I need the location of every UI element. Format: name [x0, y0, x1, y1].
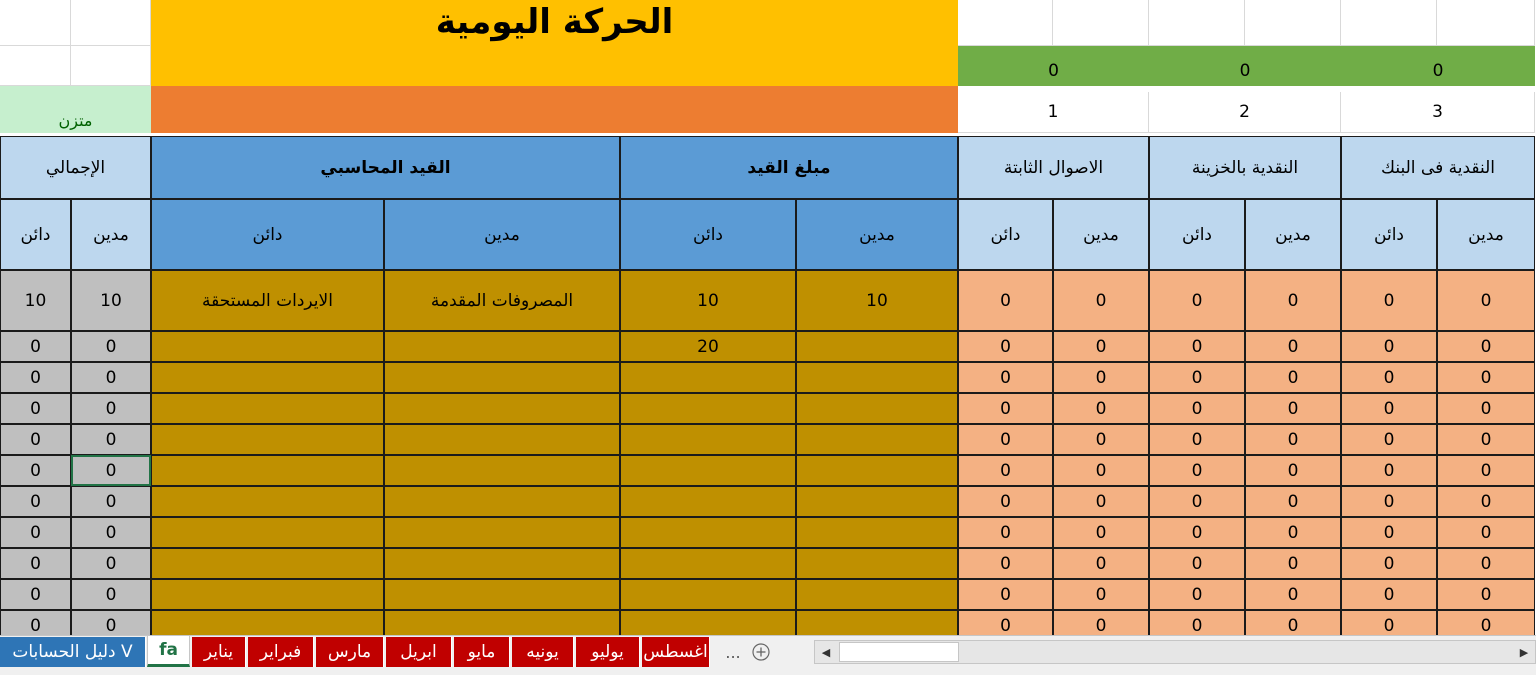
account-value-cell[interactable]: 0 [1437, 548, 1535, 579]
total-debit-cell[interactable]: 0 [71, 548, 151, 579]
account-value-cell[interactable]: 0 [1053, 517, 1149, 548]
account-value-cell[interactable]: 0 [958, 270, 1053, 331]
account-value-cell[interactable]: 0 [1341, 270, 1437, 331]
account-value-cell[interactable]: 0 [1149, 331, 1245, 362]
account-value-cell[interactable]: 0 [1245, 270, 1341, 331]
account-value-cell[interactable]: 0 [1053, 548, 1149, 579]
header-cash-bank: النقدية فى البنك [1341, 136, 1535, 199]
entry-debit-cell[interactable] [384, 486, 620, 517]
entry-credit-cell[interactable] [151, 393, 384, 424]
header-debit: مدين [1437, 199, 1535, 270]
entry-credit-cell[interactable]: الايردات المستحقة [151, 270, 384, 331]
total-debit-cell[interactable]: 10 [71, 270, 151, 331]
total-credit-cell[interactable]: 0 [0, 517, 71, 548]
total-credit-cell[interactable]: 0 [0, 362, 71, 393]
scrollbar-thumb[interactable] [839, 642, 959, 662]
account-value-cell[interactable]: 0 [1437, 579, 1535, 610]
account-value-cell[interactable]: 0 [1437, 486, 1535, 517]
horizontal-scrollbar[interactable] [814, 640, 1536, 664]
header-credit: دائن [0, 199, 71, 270]
account-value-cell[interactable]: 0 [1053, 331, 1149, 362]
account-value-cell[interactable]: 0 [1437, 393, 1535, 424]
amount-debit-cell[interactable] [796, 579, 958, 610]
account-value-cell[interactable]: 0 [1053, 424, 1149, 455]
account-number: 2 [1149, 92, 1341, 133]
top-total-value: 0 [1048, 61, 1059, 81]
sheet-tab-bar [0, 635, 1536, 675]
amount-credit-cell[interactable] [620, 393, 796, 424]
amount-credit-cell[interactable] [620, 517, 796, 548]
account-value-cell[interactable]: 0 [1053, 362, 1149, 393]
account-value-cell[interactable]: 0 [1437, 610, 1535, 641]
account-value-cell[interactable]: 0 [1053, 486, 1149, 517]
total-debit-cell[interactable]: 0 [71, 424, 151, 455]
entry-debit-cell[interactable] [384, 331, 620, 362]
account-value-cell[interactable]: 0 [1245, 486, 1341, 517]
amount-credit-cell[interactable] [620, 362, 796, 393]
total-debit-cell[interactable]: 0 [71, 610, 151, 641]
sheet-tab[interactable]: يناير [192, 637, 246, 667]
scroll-right-icon[interactable]: ▶ [1519, 645, 1529, 659]
header-credit: دائن [151, 199, 384, 270]
account-value-cell[interactable]: 0 [1245, 393, 1341, 424]
header-credit: دائن [1149, 199, 1245, 270]
account-value-cell[interactable]: 0 [1437, 331, 1535, 362]
entry-credit-cell[interactable] [151, 331, 384, 362]
total-credit-cell[interactable]: 0 [0, 579, 71, 610]
grid-cell[interactable] [1245, 0, 1341, 46]
grid-cell[interactable] [1341, 0, 1437, 46]
amount-debit-cell[interactable]: 10 [796, 270, 958, 331]
account-value-cell[interactable]: 0 [1149, 362, 1245, 393]
header-accounting-entry: القيد المحاسبي [151, 136, 620, 199]
grid-cell[interactable] [0, 0, 71, 46]
total-credit-cell[interactable]: 0 [0, 548, 71, 579]
account-value-cell[interactable]: 0 [1437, 362, 1535, 393]
total-debit-cell[interactable]: 0 [71, 486, 151, 517]
total-credit-cell[interactable]: 0 [0, 393, 71, 424]
account-number: 3 [1341, 92, 1535, 133]
total-credit-cell[interactable]: 0 [0, 455, 71, 486]
account-value-cell[interactable]: 0 [1149, 548, 1245, 579]
entry-debit-cell[interactable] [384, 579, 620, 610]
header-cash-safe: النقدية بالخزينة [1149, 136, 1341, 199]
account-value-cell[interactable]: 0 [1149, 270, 1245, 331]
header-entry-amount: مبلغ القيد [620, 136, 958, 199]
sheet-tab[interactable]: يونيه [512, 637, 574, 667]
account-value-cell[interactable]: 0 [1341, 517, 1437, 548]
grid-cell[interactable] [1149, 0, 1245, 46]
amount-debit-cell[interactable] [796, 331, 958, 362]
header-debit: مدين [1053, 199, 1149, 270]
top-total-value: 0 [1432, 61, 1444, 81]
orange-band [151, 86, 958, 133]
header-debit: مدين [71, 199, 151, 270]
account-value-cell[interactable]: 0 [1149, 424, 1245, 455]
amount-debit-cell[interactable] [796, 362, 958, 393]
account-value-cell[interactable]: 0 [1341, 579, 1437, 610]
header-fixed-assets: الاصوال الثابتة [958, 136, 1149, 199]
entry-credit-cell[interactable] [151, 579, 384, 610]
amount-credit-cell[interactable] [620, 548, 796, 579]
amount-credit-cell[interactable] [620, 455, 796, 486]
account-value-cell[interactable]: 0 [1437, 455, 1535, 486]
grid-cell[interactable] [1053, 0, 1149, 46]
account-value-cell[interactable]: 0 [958, 548, 1053, 579]
entry-debit-cell[interactable] [384, 393, 620, 424]
total-debit-cell[interactable]: 0 [71, 362, 151, 393]
account-value-cell[interactable]: 0 [1053, 270, 1149, 331]
entry-credit-cell[interactable] [151, 455, 384, 486]
account-value-cell[interactable]: 0 [1341, 362, 1437, 393]
account-value-cell[interactable]: 0 [958, 579, 1053, 610]
add-sheet-icon[interactable] [749, 640, 773, 664]
account-value-cell[interactable]: 0 [1149, 486, 1245, 517]
header-debit: مدين [1245, 199, 1341, 270]
sheet-tab[interactable]: ابريل [386, 637, 452, 667]
sheet-tab[interactable]: دليل الحسابات V [0, 637, 146, 667]
account-value-cell[interactable]: 0 [1437, 424, 1535, 455]
grid-cell[interactable] [0, 46, 71, 86]
account-value-cell[interactable]: 0 [1341, 610, 1437, 641]
account-value-cell[interactable]: 0 [1053, 610, 1149, 641]
account-value-cell[interactable]: 0 [1149, 517, 1245, 548]
total-debit-cell[interactable]: 0 [71, 393, 151, 424]
total-debit-cell[interactable]: 0 [71, 517, 151, 548]
balance-status: متزن [0, 86, 151, 133]
account-value-cell[interactable]: 0 [1149, 393, 1245, 424]
account-value-cell[interactable]: 0 [1245, 610, 1341, 641]
header-credit: دائن [620, 199, 796, 270]
header-debit: مدين [384, 199, 620, 270]
account-number: 1 [958, 92, 1149, 133]
total-debit-cell[interactable]: 0 [71, 331, 151, 362]
sheet-tab[interactable]: مارس [316, 637, 384, 667]
entry-debit-cell[interactable] [384, 455, 620, 486]
total-debit-cell[interactable]: 0 [71, 579, 151, 610]
account-value-cell[interactable]: 0 [1053, 579, 1149, 610]
account-value-cell[interactable]: 0 [1245, 455, 1341, 486]
total-debit-cell[interactable]: 0 [71, 455, 151, 486]
account-value-cell[interactable]: 0 [1341, 455, 1437, 486]
account-value-cell[interactable]: 0 [1245, 331, 1341, 362]
entry-credit-cell[interactable] [151, 548, 384, 579]
total-credit-cell[interactable]: 0 [0, 610, 71, 641]
total-credit-cell[interactable]: 10 [0, 270, 71, 331]
account-value-cell[interactable]: 0 [1053, 393, 1149, 424]
sheet-tab[interactable]: فبراير [248, 637, 314, 667]
grid-cell[interactable] [71, 0, 151, 46]
entry-debit-cell[interactable] [384, 517, 620, 548]
account-value-cell[interactable]: 0 [1341, 393, 1437, 424]
account-value-cell[interactable]: 0 [958, 362, 1053, 393]
entry-debit-cell[interactable]: المصروفات المقدمة [384, 270, 620, 331]
amount-debit-cell[interactable] [796, 393, 958, 424]
scroll-left-icon[interactable]: ◀ [821, 645, 831, 659]
account-value-cell[interactable]: 0 [958, 455, 1053, 486]
amount-debit-cell[interactable] [796, 455, 958, 486]
total-credit-cell[interactable]: 0 [0, 331, 71, 362]
entry-debit-cell[interactable] [384, 424, 620, 455]
entry-credit-cell[interactable] [151, 486, 384, 517]
amount-credit-cell[interactable] [620, 424, 796, 455]
account-value-cell[interactable]: 0 [1341, 424, 1437, 455]
amount-credit-cell[interactable]: 20 [620, 331, 796, 362]
entry-credit-cell[interactable] [151, 517, 384, 548]
amount-credit-cell[interactable] [620, 486, 796, 517]
account-value-cell[interactable]: 0 [958, 424, 1053, 455]
account-value-cell[interactable]: 0 [1149, 610, 1245, 641]
entry-credit-cell[interactable] [151, 362, 384, 393]
top-total-value: 0 [1239, 61, 1251, 81]
account-value-cell[interactable]: 0 [1245, 517, 1341, 548]
account-value-cell[interactable]: 0 [958, 331, 1053, 362]
entry-debit-cell[interactable] [384, 362, 620, 393]
account-value-cell[interactable]: 0 [1437, 517, 1535, 548]
account-value-cell[interactable]: 0 [1245, 548, 1341, 579]
account-value-cell[interactable]: 0 [958, 486, 1053, 517]
account-value-cell[interactable]: 0 [1149, 579, 1245, 610]
account-value-cell[interactable]: 0 [1149, 455, 1245, 486]
amount-credit-cell[interactable]: 10 [620, 270, 796, 331]
grid-cell[interactable] [1437, 0, 1535, 46]
total-credit-cell[interactable]: 0 [0, 486, 71, 517]
sheet-tab[interactable]: اغسطس [642, 637, 710, 667]
account-value-cell[interactable]: 0 [1053, 455, 1149, 486]
amount-debit-cell[interactable] [796, 517, 958, 548]
header-total: الإجمالي [0, 136, 151, 199]
sheet-tab[interactable]: fa [147, 636, 190, 667]
sheet-tab[interactable]: مايو [454, 637, 510, 667]
account-value-cell[interactable]: 0 [1245, 424, 1341, 455]
account-value-cell[interactable]: 0 [1245, 362, 1341, 393]
amount-debit-cell[interactable] [796, 424, 958, 455]
account-value-cell[interactable]: 0 [1341, 331, 1437, 362]
grid-cell[interactable] [958, 0, 1053, 46]
account-value-cell[interactable]: 0 [1341, 486, 1437, 517]
entry-credit-cell[interactable] [151, 424, 384, 455]
header-credit: دائن [958, 199, 1053, 270]
sheet-tab[interactable]: يوليو [576, 637, 640, 667]
header-debit: مدين [796, 199, 958, 270]
account-value-cell[interactable]: 0 [1245, 579, 1341, 610]
entry-debit-cell[interactable] [384, 548, 620, 579]
account-value-cell[interactable]: 0 [958, 610, 1053, 641]
account-value-cell[interactable]: 0 [1437, 270, 1535, 331]
account-value-cell[interactable]: 0 [958, 517, 1053, 548]
amount-debit-cell[interactable] [796, 548, 958, 579]
amount-debit-cell[interactable] [796, 486, 958, 517]
amount-credit-cell[interactable] [620, 579, 796, 610]
page-title: الحركة اليومية [151, 0, 958, 86]
tab-overflow-button[interactable]: ... [725, 642, 741, 662]
account-value-cell[interactable]: 0 [958, 393, 1053, 424]
total-credit-cell[interactable]: 0 [0, 424, 71, 455]
header-credit: دائن [1341, 199, 1437, 270]
grid-cell[interactable] [71, 46, 151, 86]
account-value-cell[interactable]: 0 [1341, 548, 1437, 579]
